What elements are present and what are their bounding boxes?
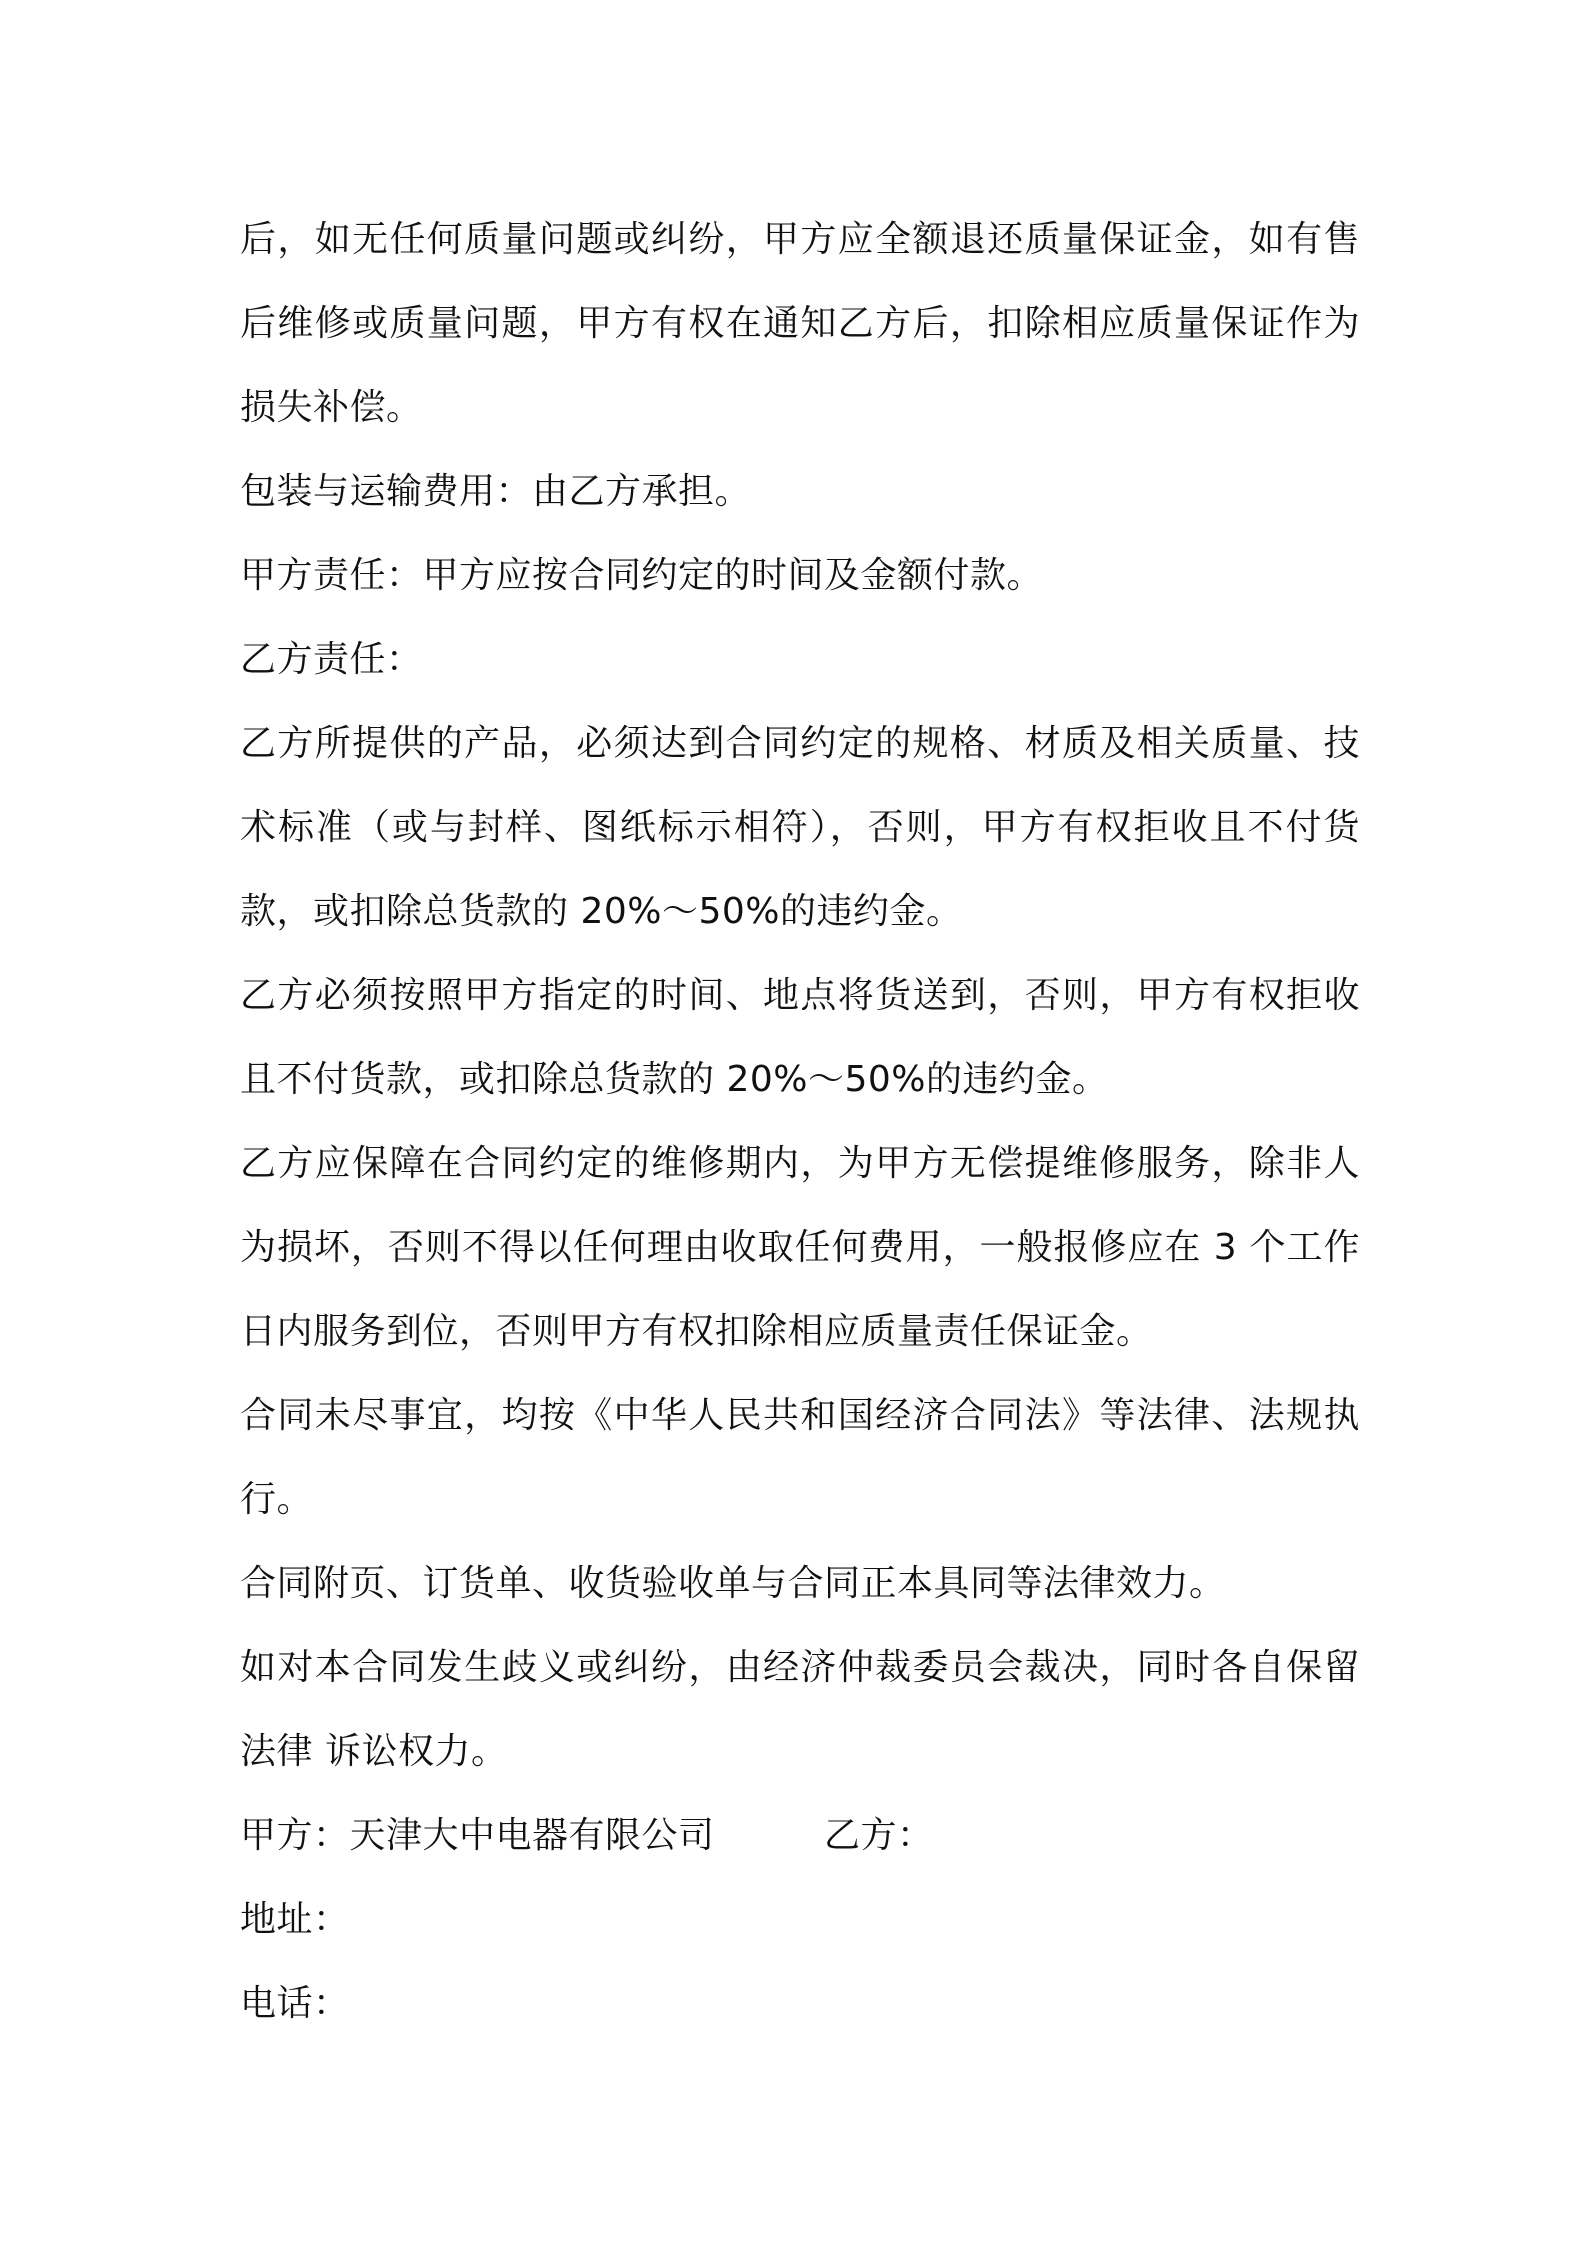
clause-maintenance: 乙方应保障在合同约定的维修期内，为甲方无偿提维修服务，除非人为损坏，否则不得以任何理由收取任何费用，一般报修应在 3 个工作日内服务到位，否则甲方有权扣除相应质量责任保证金。 bbox=[240, 1143, 1360, 1352]
clause-dispute: 如对本合同发生歧义或纠纷，由经济仲裁委员会裁决，同时各自保留法律 诉讼权力。 bbox=[240, 1647, 1360, 1772]
clause-attachments: 合同附页、订货单、收货验收单与合同正本具同等法律效力。 bbox=[240, 1563, 1226, 1604]
clause-product-standard: 乙方所提供的产品，必须达到合同约定的规格、材质及相关质量、技术标准（或与封样、图纸标示相符），否则，甲方有权拒收且不付货款，或扣除总货款的 20%～50%的违约金。 bbox=[240, 723, 1360, 932]
signature-parties-row bbox=[240, 1794, 1360, 1878]
clause-packaging-shipping: 包装与运输费用：由乙方承担。 bbox=[240, 471, 752, 512]
clause-party-a-duty: 甲方责任：甲方应按合同约定的时间及金额付款。 bbox=[240, 555, 1044, 596]
clause-delivery: 乙方必须按照甲方指定的时间、地点将货送到，否则，甲方有权拒收且不付货款，或扣除总货款的 20%～50%的违约金。 bbox=[240, 975, 1360, 1100]
clause-party-b-duty-heading: 乙方责任： bbox=[240, 639, 423, 680]
clause-quality-deposit: 后，如无任何质量问题或纠纷，甲方应全额退还质量保证金，如有售后维修或质量问题，甲方有权在通知乙方后，扣除相应质量保证作为损失补偿。 bbox=[240, 219, 1360, 428]
party-a-signature: 甲方：天津大中电器有限公司 bbox=[240, 1815, 715, 1856]
document-body bbox=[240, 198, 1360, 2046]
address-field: 地址： bbox=[240, 1899, 350, 1940]
party-b-signature: 乙方： bbox=[824, 1815, 934, 1856]
phone-field: 电话： bbox=[240, 1983, 350, 2024]
clause-governing-law: 合同未尽事宜，均按《中华人民共和国经济合同法》等法律、法规执行。 bbox=[240, 1395, 1360, 1520]
